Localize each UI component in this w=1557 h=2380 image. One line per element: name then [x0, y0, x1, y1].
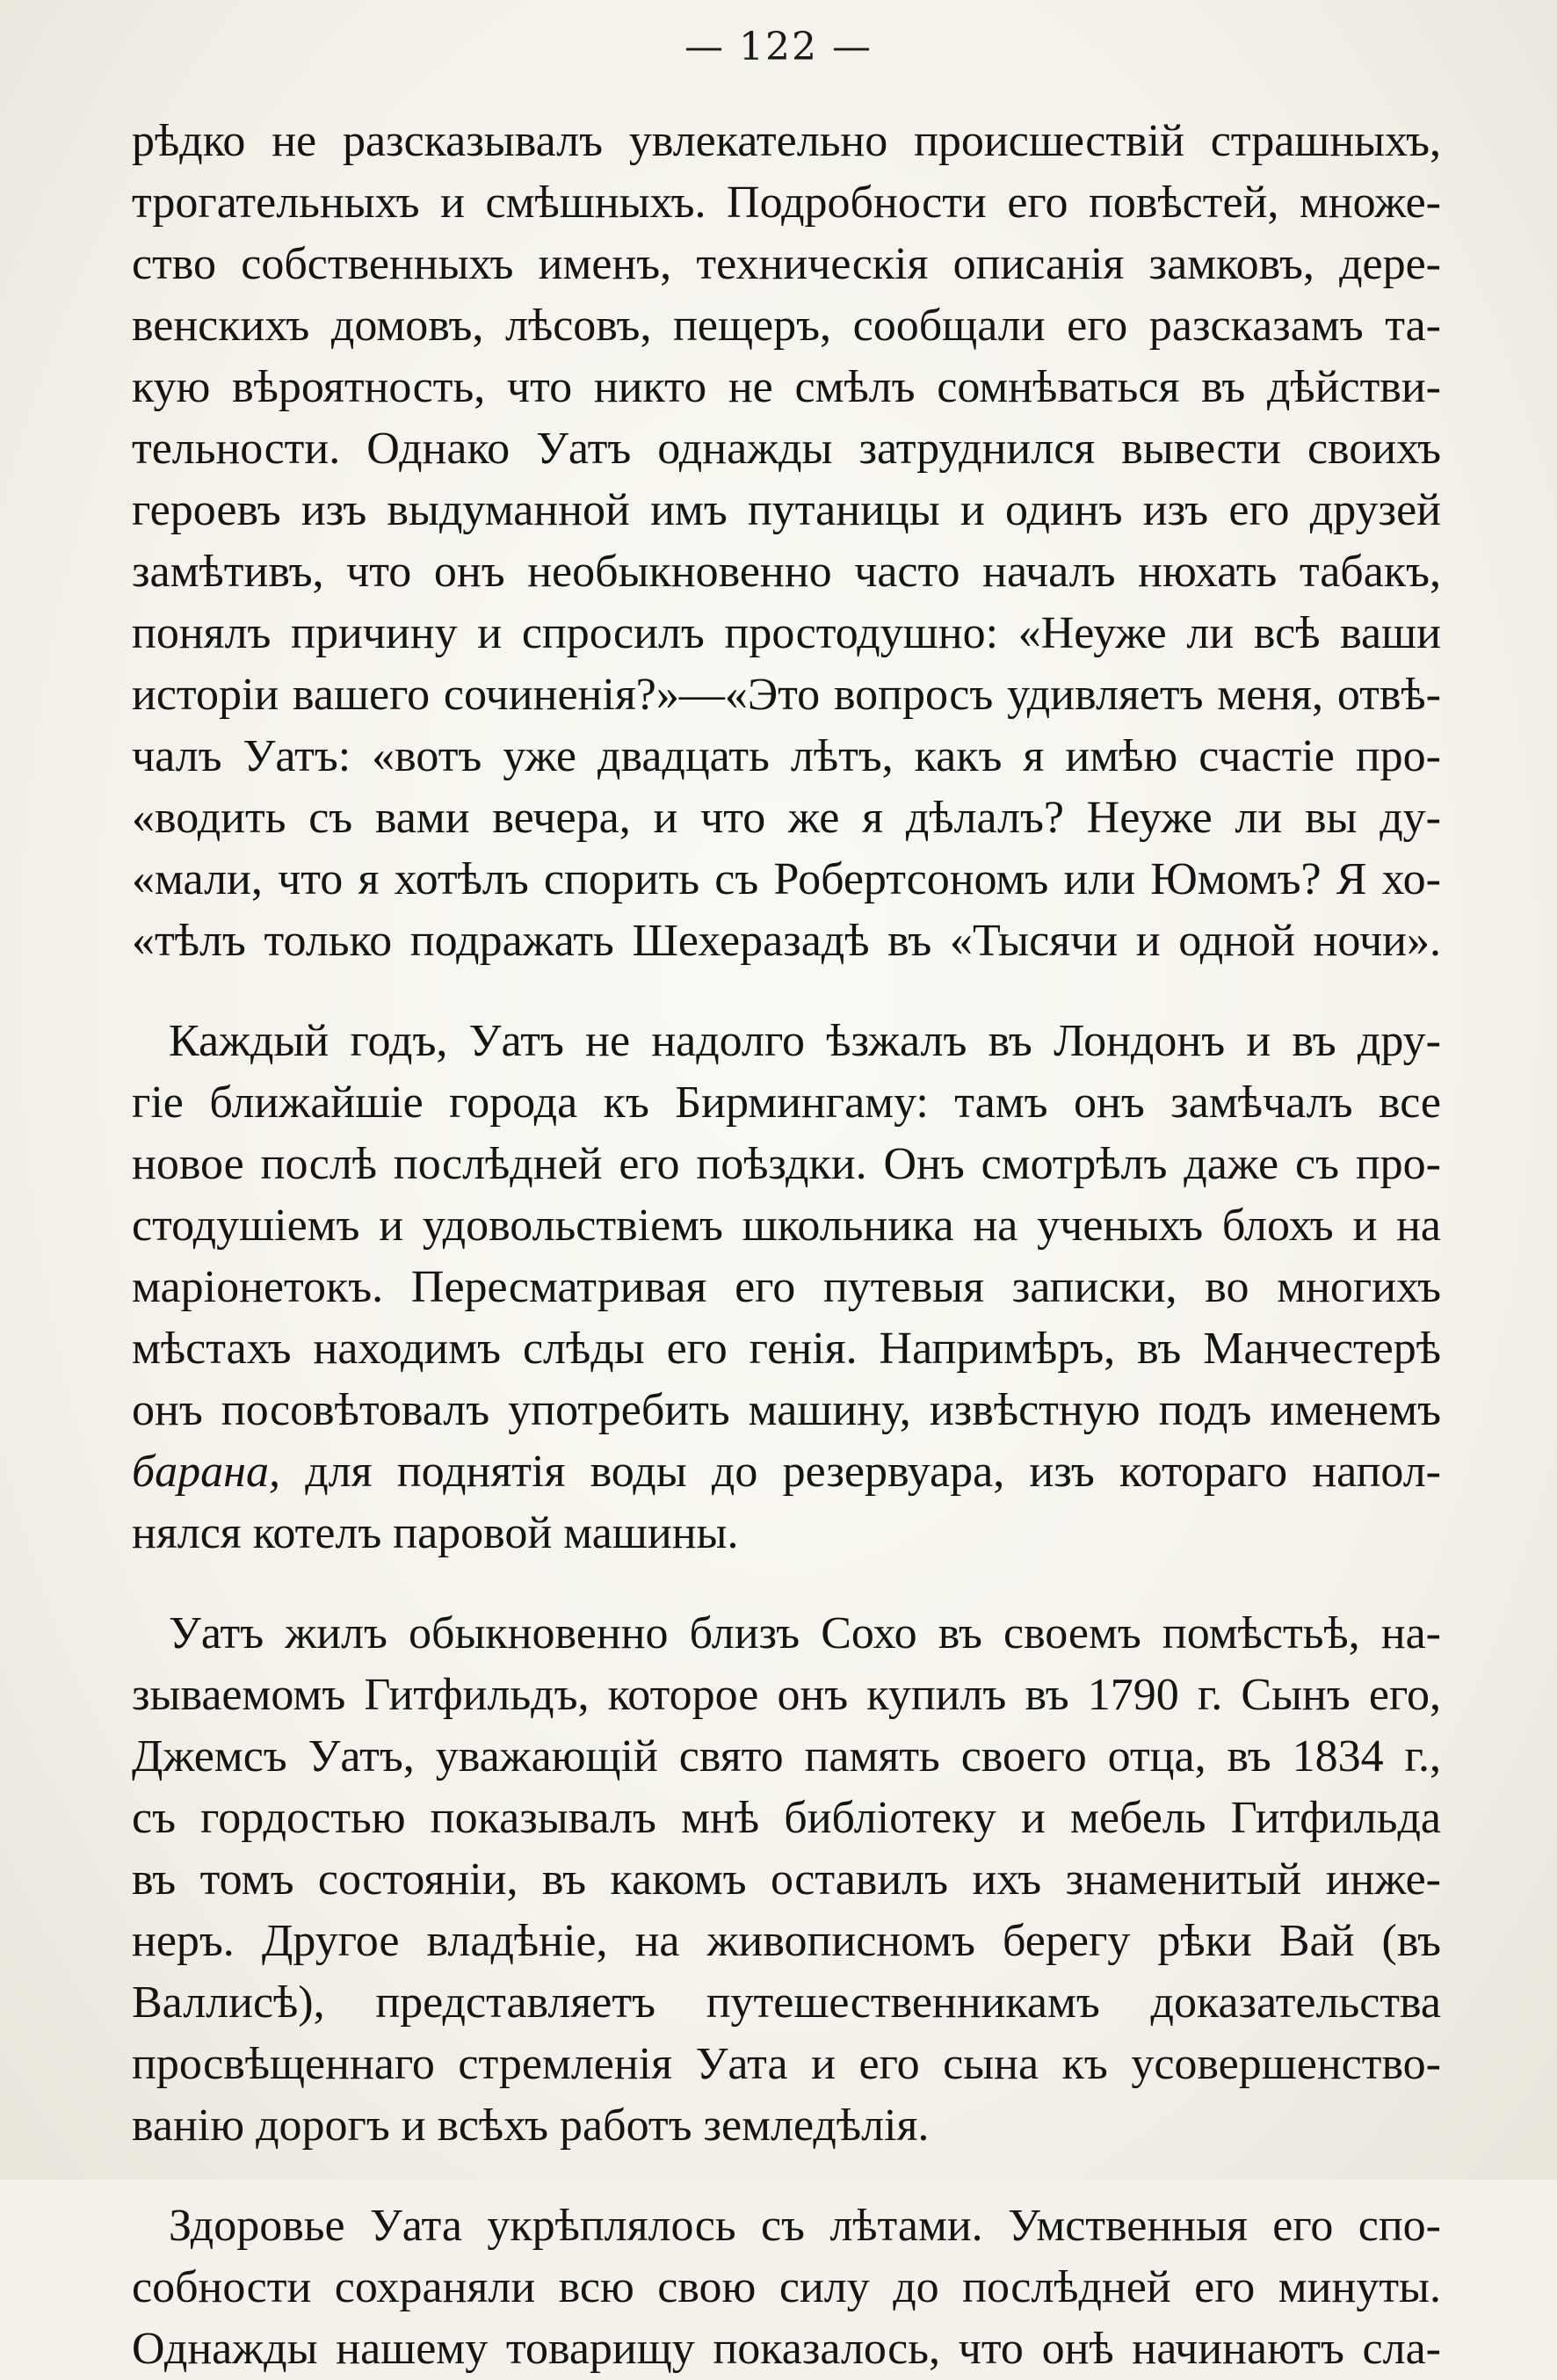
text-line: тельности. Однако Уатъ однажды затруднился вывести своихъ [132, 424, 1441, 474]
paragraph-3 [132, 1603, 1441, 2157]
text-line: рѣдко не разсказывалъ увлекательно происшествій страшныхъ, [132, 116, 1441, 166]
paragraph-gap [132, 972, 1441, 1011]
page-text [132, 111, 1441, 2380]
text-line: собности сохраняли всю свою силу до послѣдней его минуты. [132, 2262, 1441, 2312]
text-line: Валлисѣ), представляетъ путешественникамъ доказательства [132, 1977, 1441, 2028]
text-line: понялъ причину и спросилъ простодушно: «Неуже ли всѣ ваши [132, 608, 1441, 658]
text-line: просвѣщеннаго стремленія Уата и его сына къ усовершенство- [132, 2039, 1441, 2089]
text-line: съ гордостью показывалъ мнѣ библіотеку и мебель Гитфильда [132, 1793, 1441, 1843]
text-line: онъ посовѣтовалъ употребить машину, извѣстную подъ именемъ [132, 1385, 1441, 1435]
paragraph-1 [132, 111, 1441, 972]
text-line: трогательныхъ и смѣшныхъ. Подробности его повѣстей, множе- [132, 178, 1441, 228]
text-line: замѣтивъ, что онъ необыкновенно часто началъ нюхать табакъ, [132, 547, 1441, 597]
italic-word: барана, [132, 1447, 280, 1497]
text-line: чалъ Уатъ: «вотъ уже двадцать лѣтъ, какъ я имѣю счастіе про- [132, 731, 1441, 781]
text-line: ванію дорогъ и всѣхъ работъ земледѣлія. [132, 2101, 930, 2151]
text-line: въ томъ состояніи, въ какомъ оставилъ ихъ знаменитый инже- [132, 1854, 1441, 1905]
text-line: гіе ближайшіе города къ Бирмингаму: тамъ онъ замѣчалъ все [132, 1078, 1441, 1128]
paragraph-4 [132, 2195, 1441, 2380]
text-line-rest: для поднятія воды до резервуара, изъ котораго напол- [305, 1447, 1441, 1497]
paragraph-gap [132, 2157, 1441, 2195]
text-line: кую вѣроятность, что никто не смѣлъ сомнѣваться въ дѣйстви- [132, 362, 1441, 412]
text-line: Уатъ жилъ обыкновенно близъ Сохо въ своемъ помѣстьѣ, на- [169, 1608, 1441, 1658]
text-line: мѣстахъ находимъ слѣды его генія. Напримѣръ, въ Манчестерѣ [132, 1324, 1441, 1374]
paragraph-2 [132, 1011, 1441, 1564]
text-line: «тѣлъ только подражать Шехеразадѣ въ «Тысячи и одной ночи». [132, 916, 1441, 966]
text-line: Здоровье Уата укрѣплялось съ лѣтами. Умственныя его спо- [169, 2201, 1441, 2251]
text-line: нялся котелъ паровой машины. [132, 1508, 739, 1558]
text-line: «водить съ вами вечера, и что же я дѣлалъ? Неуже ли вы ду- [132, 793, 1441, 843]
text-line: Однажды нашему товарищу показалось, что онѣ начинаютъ сла- [132, 2324, 1441, 2374]
text-line: исторіи вашего сочиненія?»—«Это вопросъ удивляетъ меня, отвѣ- [132, 670, 1441, 720]
text-line: новое послѣ послѣдней его поѣздки. Онъ смотрѣлъ даже съ про- [132, 1139, 1441, 1189]
text-line-with-italic [132, 1441, 1441, 1503]
text-line: Джемсъ Уатъ, уважающій свято память своего отца, въ 1834 г., [132, 1731, 1441, 1781]
text-line: стодушіемъ и удовольствіемъ школьника на ученыхъ блохъ и на [132, 1201, 1441, 1251]
text-line: ство собственныхъ именъ, техническія описанія замковъ, дере- [132, 239, 1441, 289]
text-line: неръ. Другое владѣніе, на живописномъ берегу рѣки Вай (въ [132, 1916, 1441, 1966]
text-line: венскихъ домовъ, лѣсовъ, пещеръ, сообщали его разсказамъ та- [132, 301, 1441, 351]
page-number: — 122 — [684, 25, 873, 69]
paragraph-gap [132, 1564, 1441, 1603]
text-line: зываемомъ Гитфильдъ, которое онъ купилъ въ 1790 г. Сынъ его, [132, 1670, 1441, 1720]
text-line: героевъ изъ выдуманной имъ путаницы и одинъ изъ его друзей [132, 485, 1441, 535]
text-line: маріонетокъ. Пересматривая его путевыя записки, во многихъ [132, 1262, 1441, 1312]
text-line: Каждый годъ, Уатъ не надолго ѣзжалъ въ Лондонъ и въ дру- [169, 1016, 1441, 1066]
text-line: «мали, что я хотѣлъ спорить съ Робертсономъ или Юмомъ? Я хо- [132, 854, 1441, 904]
